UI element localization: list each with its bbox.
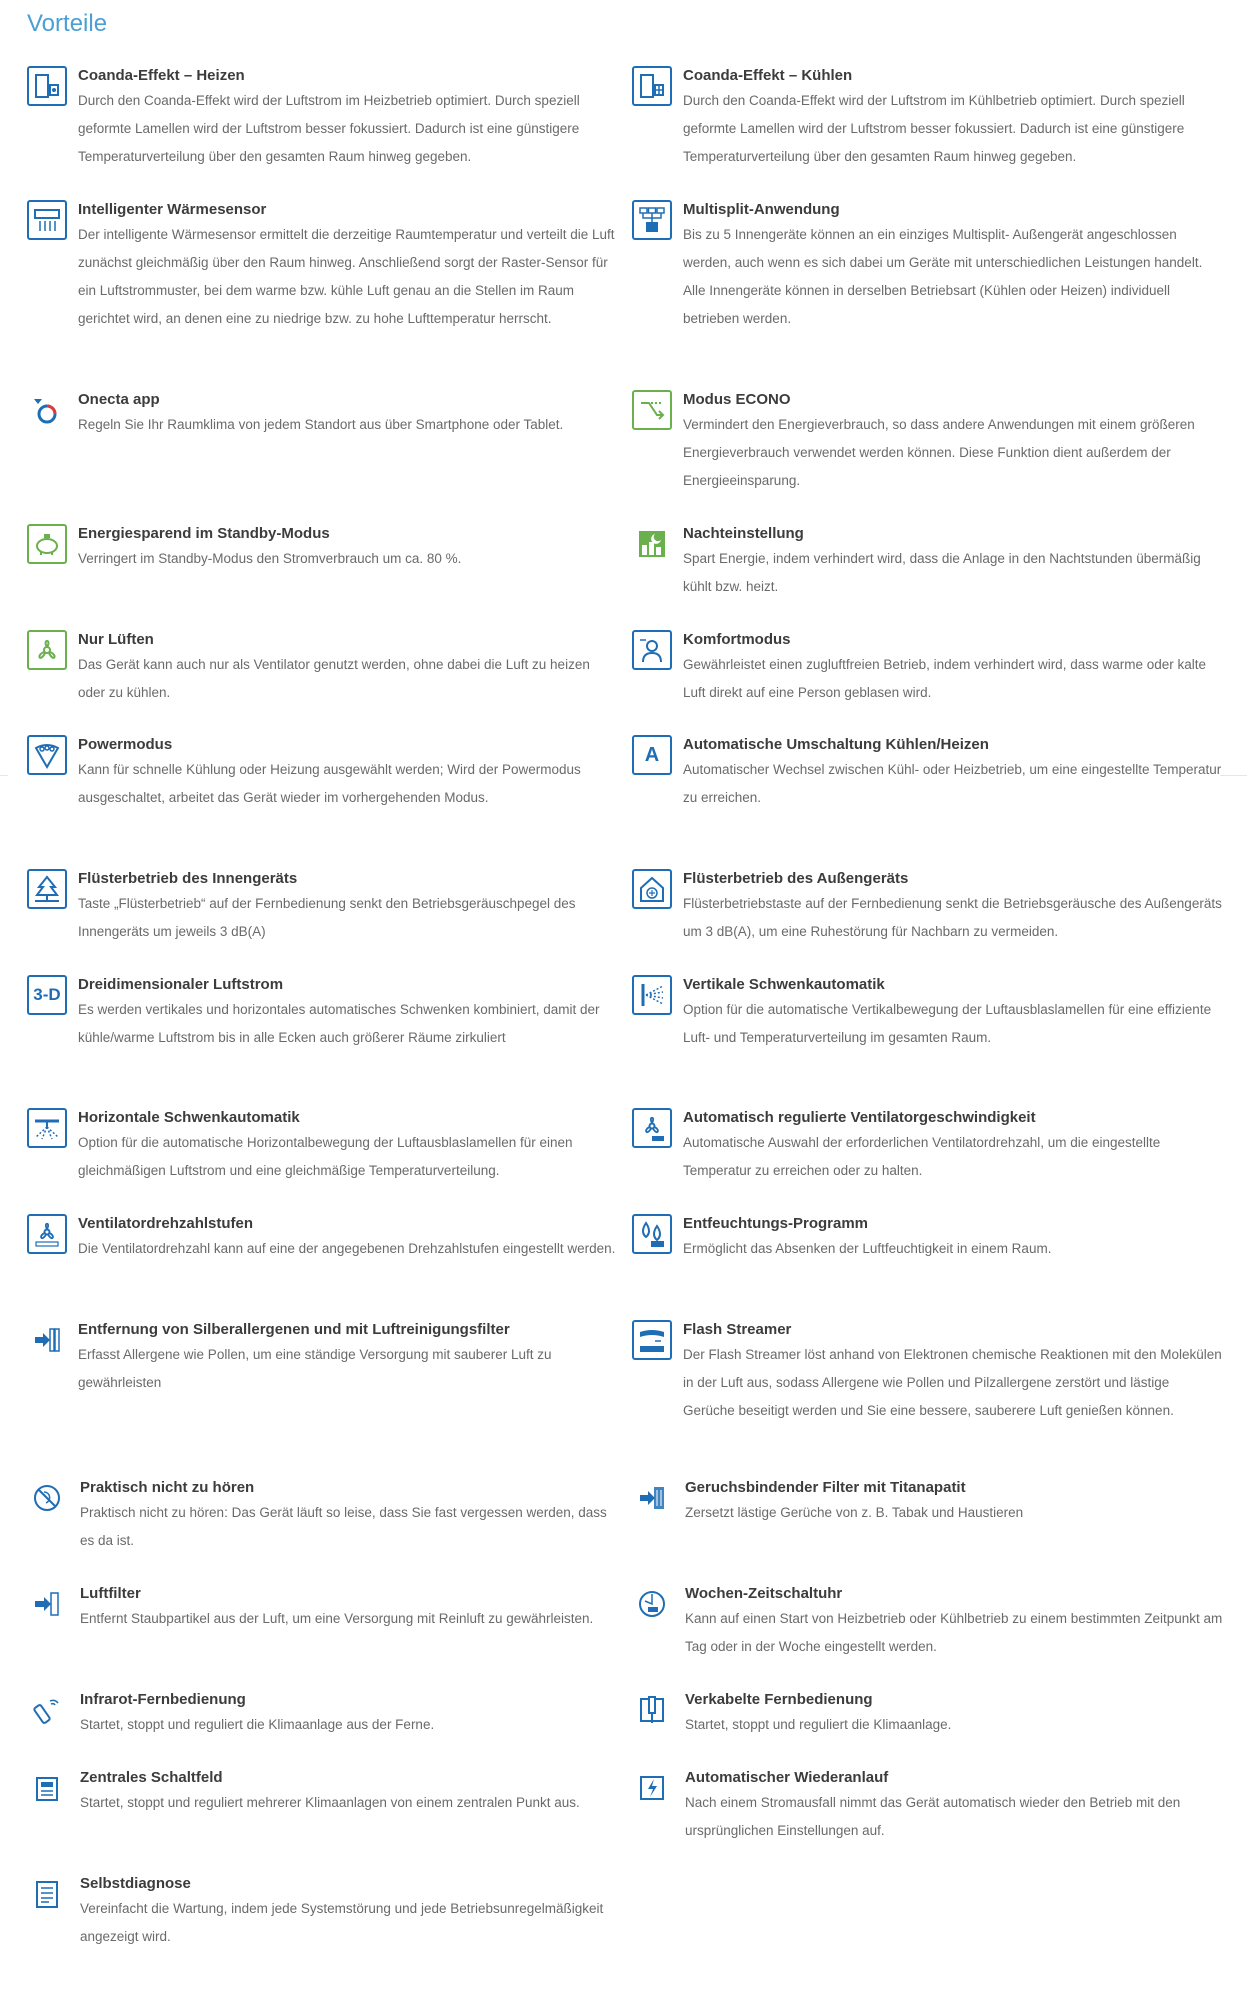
- indoor-quiet-icon: [27, 869, 67, 909]
- daikin-app-icon: [27, 390, 67, 430]
- coanda-heating-icon: [27, 66, 67, 106]
- feature-description: Vermindert den Energieverbrauch, so dass andere Anwendungen mit einem größeren Energieverbrauch verwendet werden können. Diese Funktion dient außerdem der Energieeinsparung.: [683, 417, 1195, 488]
- feature-title: Entfeuchtungs-Programm: [683, 1215, 869, 1232]
- feature-title: Ventilatordrehzahlstufen: [78, 1215, 254, 1232]
- multisplit-icon: [632, 200, 672, 240]
- feature-description: Durch den Coanda-Effekt wird der Luftstrom im Heizbetrieb optimiert. Durch speziell geformte Lamellen wird der Luftstrom besser fokussiert. Dadurch ist eine günstigere Temperaturverteilung über den gesamten Raum hinweg gegeben.: [78, 93, 580, 164]
- feature-title: Automatisch regulierte Ventilatorgeschwindigkeit: [683, 1109, 1036, 1126]
- self-diagnosis-icon: [27, 1874, 67, 1914]
- feature-title: Flash Streamer: [683, 1321, 792, 1338]
- feature-description: Verringert im Standby-Modus den Stromverbrauch um ca. 80 %.: [78, 551, 462, 566]
- feature-title: Nachteinstellung: [683, 525, 804, 542]
- feature-title: Onecta app: [78, 391, 160, 408]
- feature-description: Praktisch nicht zu hören: Das Gerät läuft so leise, dass Sie fast vergessen werden, dass es da ist.: [80, 1505, 607, 1548]
- flash-streamer-icon: [632, 1320, 672, 1360]
- air-filter-icon: [27, 1584, 67, 1624]
- page-title: Vorteile: [27, 10, 108, 37]
- night-setting-icon: [632, 524, 672, 564]
- feature-description: Zersetzt lästige Gerüche von z. B. Tabak und Haustieren: [685, 1505, 1024, 1520]
- ir-remote-icon: [27, 1690, 67, 1730]
- feature-title: Geruchsbindender Filter mit Titanapatit: [685, 1479, 966, 1496]
- econo-mode-icon: [632, 390, 672, 430]
- wired-remote-icon: [632, 1690, 672, 1730]
- outdoor-quiet-icon: [632, 869, 672, 909]
- silver-filter-icon: [27, 1320, 67, 1360]
- feature-description: Startet, stoppt und reguliert die Klimaanlage.: [685, 1717, 952, 1732]
- feature-title: Dreidimensionaler Luftstrom: [78, 976, 284, 993]
- weekly-timer-icon: [632, 1584, 672, 1624]
- silent-icon: [27, 1478, 67, 1518]
- feature-title: Wochen-Zeitschaltuhr: [685, 1585, 843, 1602]
- feature-title: Automatischer Wiederanlauf: [685, 1769, 889, 1786]
- feature-title: Flüsterbetrieb des Innengeräts: [78, 870, 298, 887]
- fan-only-icon: [27, 630, 67, 670]
- feature-title: Nur Lüften: [78, 631, 154, 648]
- divider: [0, 775, 8, 776]
- fan-speed-icon: [27, 1214, 67, 1254]
- 3d-airflow-icon: 3-D: [27, 975, 67, 1015]
- feature-description: Gewährleistet einen zugluftfreien Betrieb, indem verhindert wird, dass warme oder kalte Luft direkt auf eine Person geblasen wird.: [683, 657, 1207, 700]
- feature-title: Modus ECONO: [683, 391, 791, 408]
- feature-description: Erfasst Allergene wie Pollen, um eine ständige Versorgung mit sauberer Luft zu gewährleisten: [78, 1347, 552, 1390]
- feature-description: Taste „Flüsterbetrieb“ auf der Fernbedienung senkt den Betriebsgeräuschpegel des Innengeräts um jeweils 3 dB(A): [78, 896, 576, 939]
- feature-description: Der intelligente Wärmesensor ermittelt die derzeitige Raumtemperatur und verteilt die Luft zunächst gleichmäßig über den Raum hinweg. Anschließend sorgt der Raster-Sensor für ein Luftstrommuster, bei dem warme bzw. kühle Luft genau an die Stellen im Raum gerichtet wird, an denen eine zu niedrige bzw. zu hohe Lufttemperatur herrscht.: [78, 227, 615, 326]
- feature-description: Option für die automatische Vertikalbewegung der Luftausblaslamellen für eine effiziente Luft- und Temperaturverteilung im gesamten Raum.: [683, 1002, 1212, 1045]
- feature-description: Die Ventilatordrehzahl kann auf eine der angegebenen Drehzahlstufen eingestellt werden.: [78, 1241, 616, 1256]
- feature-title: Selbstdiagnose: [80, 1875, 191, 1892]
- feature-title: Powermodus: [78, 736, 173, 753]
- coanda-cooling-icon: [632, 66, 672, 106]
- feature-description: Option für die automatische Horizontalbewegung der Luftausblaslamellen für einen gleichmäßigen Luftstrom und eine gleichmäßige Temperaturverteilung.: [78, 1135, 573, 1178]
- feature-title: Energiesparend im Standby-Modus: [78, 525, 330, 542]
- feature-description: Nach einem Stromausfall nimmt das Gerät automatisch wieder den Betrieb mit den ursprünglichen Einstellungen auf.: [685, 1795, 1181, 1838]
- feature-title: Praktisch nicht zu hören: [80, 1479, 255, 1496]
- feature-description: Ermöglicht das Absenken der Luftfeuchtigkeit in einem Raum.: [683, 1241, 1052, 1256]
- dry-program-icon: [632, 1214, 672, 1254]
- feature-title: Automatische Umschaltung Kühlen/Heizen: [683, 736, 989, 753]
- feature-description: Kann auf einen Start von Heizbetrieb oder Kühlbetrieb zu einem bestimmten Zeitpunkt am Tag oder in der Woche eingestellt werden.: [685, 1611, 1223, 1654]
- feature-description: Bis zu 5 Innengeräte können an ein einziges Multisplit- Außengerät angeschlossen werden, auch wenn es sich dabei um Geräte mit unterschiedlichen Leistungen handelt. Alle Innengeräte können in derselben Betriebsart (Kühlen oder Heizen) individuell betrieben werden.: [683, 227, 1203, 326]
- odour-filter-icon: [632, 1478, 672, 1518]
- feature-description: Durch den Coanda-Effekt wird der Luftstrom im Kühlbetrieb optimiert. Durch speziell geformte Lamellen wird der Luftstrom besser fokussiert. Dadurch ist eine günstigere Temperaturverteilung über den gesamten Raum hinweg gegeben.: [683, 93, 1185, 164]
- feature-title: Intelligenter Wärmesensor: [78, 201, 267, 218]
- feature-title: Zentrales Schaltfeld: [80, 1769, 223, 1786]
- feature-title: Komfortmodus: [683, 631, 791, 648]
- feature-description: Das Gerät kann auch nur als Ventilator genutzt werden, ohne dabei die Luft zu heizen oder zu kühlen.: [78, 657, 590, 700]
- divider: [1220, 775, 1247, 776]
- feature-description: Automatische Auswahl der erforderlichen Ventilatordrehzahl, um die eingestellte Temperatur zu erreichen oder zu halten.: [683, 1135, 1161, 1178]
- auto-fan-speed-icon: [632, 1108, 672, 1148]
- feature-title: Multisplit-Anwendung: [683, 201, 840, 218]
- feature-description: Automatischer Wechsel zwischen Kühl- oder Heizbetrieb, um eine eingestellte Temperatur zu erreichen.: [683, 762, 1222, 805]
- feature-description: Startet, stoppt und reguliert die Klimaanlage aus der Ferne.: [80, 1717, 435, 1732]
- feature-title: Flüsterbetrieb des Außengeräts: [683, 870, 909, 887]
- central-control-icon: [27, 1768, 67, 1808]
- feature-title: Horizontale Schwenkautomatik: [78, 1109, 300, 1126]
- horizontal-swing-icon: [27, 1108, 67, 1148]
- vertical-swing-icon: [632, 975, 672, 1015]
- feature-description: Spart Energie, indem verhindert wird, dass die Anlage in den Nachtstunden übermäßig kühlt bzw. heizt.: [683, 551, 1201, 594]
- feature-description: Flüsterbetriebstaste auf der Fernbedienung senkt die Betriebsgeräusche des Außengeräts um 3 dB(A), um eine Ruhestörung für Nachbarn zu vermeiden.: [683, 896, 1222, 939]
- feature-description: Regeln Sie Ihr Raumklima von jedem Standort aus über Smartphone oder Tablet.: [78, 417, 564, 432]
- comfort-mode-icon: [632, 630, 672, 670]
- feature-title: Verkabelte Fernbedienung: [685, 1691, 873, 1708]
- heat-sensor-icon: [27, 200, 67, 240]
- feature-title: Entfernung von Silberallergenen und mit Luftreinigungsfilter: [78, 1321, 510, 1338]
- feature-description: Kann für schnelle Kühlung oder Heizung ausgewählt werden; Wird der Powermodus ausgeschaltet, arbeitet das Gerät wieder im vorhergehenden Modus.: [78, 762, 581, 805]
- feature-title: Vertikale Schwenkautomatik: [683, 976, 885, 993]
- feature-description: Startet, stoppt und reguliert mehrerer Klimaanlagen von einem zentralen Punkt aus.: [80, 1795, 580, 1810]
- auto-restart-icon: [632, 1768, 672, 1808]
- feature-title: Coanda-Effekt – Heizen: [78, 67, 245, 84]
- power-mode-icon: [27, 735, 67, 775]
- feature-description: Der Flash Streamer löst anhand von Elektronen chemische Reaktionen mit den Molekülen in der Luft aus, sodass Allergene wie Pollen und Pilzallergene zerstört und lästige Gerüche beseitigt werden und Sie eine bessere, sauberere Luft genießen können.: [683, 1347, 1222, 1418]
- auto-changeover-icon: A: [632, 735, 672, 775]
- feature-description: Entfernt Staubpartikel aus der Luft, um eine Versorgung mit Reinluft zu gewährleisten.: [80, 1611, 594, 1626]
- feature-description: Es werden vertikales und horizontales automatisches Schwenken kombiniert, damit der kühle/warme Luftstrom bis in alle Ecken auch größerer Räume zirkuliert: [78, 1002, 600, 1045]
- feature-description: Vereinfacht die Wartung, indem jede Systemstörung und jede Betriebsunregelmäßigkeit angezeigt wird.: [80, 1901, 604, 1944]
- feature-title: Infrarot-Fernbedienung: [80, 1691, 246, 1708]
- feature-title: Luftfilter: [80, 1585, 141, 1602]
- piggy-bank-icon: [27, 524, 67, 564]
- feature-title: Coanda-Effekt – Kühlen: [683, 67, 853, 84]
